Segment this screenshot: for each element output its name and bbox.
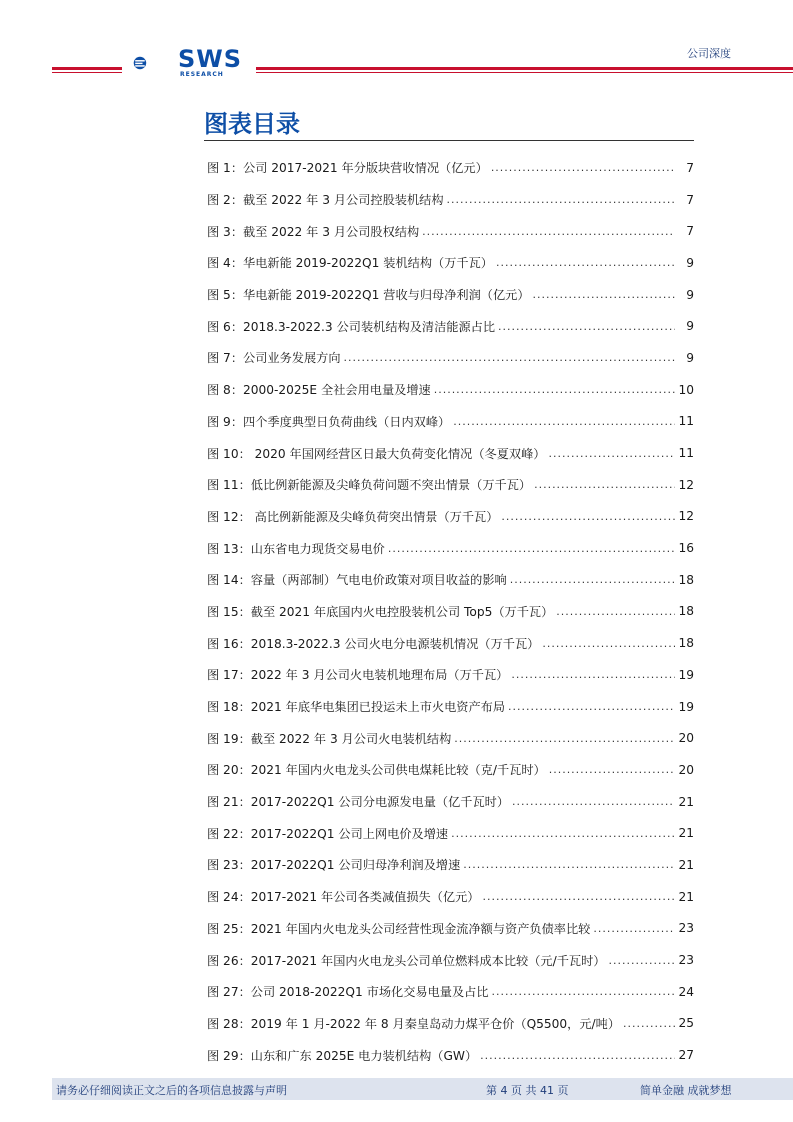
- toc-entry-page: 9: [675, 351, 694, 365]
- toc-entry-page: 7: [675, 193, 694, 207]
- toc-entry-page: 7: [675, 161, 694, 175]
- toc-entry[interactable]: [207, 881, 694, 913]
- logo-wordmark: SWS: [178, 45, 243, 73]
- toc-entry[interactable]: [207, 501, 694, 533]
- toc-entry-page: 25: [675, 1016, 694, 1030]
- toc-entry[interactable]: [207, 1039, 694, 1071]
- toc-leader-dots: [623, 1017, 675, 1030]
- toc-entry-page: 21: [675, 890, 694, 904]
- toc-leader-dots: [608, 954, 675, 967]
- toc-leader-dots: [454, 732, 675, 745]
- toc-leader-dots: [344, 351, 675, 364]
- toc-entry[interactable]: [207, 691, 694, 723]
- toc-leader-dots: [496, 256, 675, 269]
- toc-entry-title: 图 4：华电新能 2019-2022Q1 装机结构（万千瓦）: [207, 254, 496, 271]
- toc-entry-page: 10: [675, 383, 694, 397]
- toc-entry[interactable]: [207, 532, 694, 564]
- toc-entry-page: 12: [675, 478, 694, 492]
- toc-entry[interactable]: [207, 976, 694, 1008]
- toc-entry[interactable]: [207, 247, 694, 279]
- toc-entry-page: 12: [675, 509, 694, 523]
- toc-entry[interactable]: [207, 627, 694, 659]
- toc-entry[interactable]: [207, 406, 694, 438]
- toc-entry-page: 18: [675, 636, 694, 650]
- toc-entry-title: 图 15：截至 2021 年底国内火电控股装机公司 Top5（万千瓦）: [207, 603, 556, 620]
- toc-leader-dots: [510, 573, 675, 586]
- toc-leader-dots: [542, 637, 675, 650]
- toc-leader-dots: [491, 161, 675, 174]
- toc-entry[interactable]: [207, 786, 694, 818]
- toc-entry-title: 图 9：四个季度典型日负荷曲线（日内双峰）: [207, 413, 453, 430]
- toc-entry[interactable]: [207, 564, 694, 596]
- toc-leader-dots: [388, 542, 675, 555]
- toc-entry-page: 23: [675, 921, 694, 935]
- toc-entry-title: 图 19：截至 2022 年 3 月公司火电装机结构: [207, 730, 454, 747]
- toc-leader-dots: [508, 700, 675, 713]
- toc-entry-title: 图 18：2021 年底华电集团已投运未上市火电资产布局: [207, 698, 508, 715]
- toc-entry-page: 20: [675, 763, 694, 777]
- toc-entry[interactable]: [207, 342, 694, 374]
- toc-entry[interactable]: [207, 817, 694, 849]
- toc-entry-page: 16: [675, 541, 694, 555]
- toc-entry-title: 图 29：山东和广东 2025E 电力装机结构（GW）: [207, 1047, 480, 1064]
- toc-entry[interactable]: [207, 944, 694, 976]
- toc-leader-dots: [556, 605, 675, 618]
- toc-entry-title: 图 13：山东省电力现货交易电价: [207, 540, 388, 557]
- toc-leader-dots: [548, 447, 675, 460]
- toc-leader-dots: [512, 795, 675, 808]
- footer-slogan: 简单金融 成就梦想: [640, 1084, 732, 1097]
- toc-entry-page: 7: [675, 224, 694, 238]
- figure-toc-list: [207, 152, 694, 1071]
- report-type-label: 公司深度: [687, 47, 731, 60]
- toc-leader-dots: [534, 478, 675, 491]
- toc-entry[interactable]: [207, 1008, 694, 1040]
- toc-leader-dots: [451, 827, 675, 840]
- toc-entry-title: 图 5：华电新能 2019-2022Q1 营收与归母净利润（亿元）: [207, 286, 533, 303]
- toc-entry[interactable]: [207, 849, 694, 881]
- toc-entry-title: 图 11：低比例新能源及尖峰负荷问题不突出情景（万千瓦）: [207, 476, 534, 493]
- toc-entry[interactable]: [207, 722, 694, 754]
- toc-entry-page: 9: [675, 256, 694, 270]
- toc-leader-dots: [549, 763, 675, 776]
- toc-entry-page: 11: [675, 446, 694, 460]
- toc-leader-dots: [480, 1049, 675, 1062]
- toc-entry-page: 19: [675, 700, 694, 714]
- toc-entry-title: 图 23：2017-2022Q1 公司归母净利润及增速: [207, 856, 463, 873]
- toc-entry[interactable]: [207, 279, 694, 311]
- toc-entry-title: 图 28：2019 年 1 月-2022 年 8 月秦皇岛动力煤平仓价（Q5500，元/吨）: [207, 1015, 623, 1032]
- header-rule-right-thin: [256, 72, 793, 73]
- toc-leader-dots: [593, 922, 675, 935]
- toc-leader-dots: [501, 510, 675, 523]
- toc-entry-title: 图 6：2018.3-2022.3 公司装机结构及清洁能源占比: [207, 318, 498, 335]
- toc-entry-page: 19: [675, 668, 694, 682]
- toc-entry-page: 18: [675, 604, 694, 618]
- footer-page-info: 第 4 页 共 41 页: [486, 1084, 569, 1097]
- toc-entry-title: 图 1：公司 2017-2021 年分版块营收情况（亿元）: [207, 159, 491, 176]
- toc-entry[interactable]: [207, 596, 694, 628]
- toc-leader-dots: [483, 890, 676, 903]
- toc-entry-title: 图 12： 高比例新能源及尖峰负荷突出情景（万千瓦）: [207, 508, 501, 525]
- toc-entry-page: 18: [675, 573, 694, 587]
- page-title: 图表目录: [204, 110, 300, 138]
- toc-entry-page: 21: [675, 795, 694, 809]
- toc-entry-page: 21: [675, 826, 694, 840]
- toc-entry-title: 图 17：2022 年 3 月公司火电装机地理布局（万千瓦）: [207, 666, 511, 683]
- toc-entry-title: 图 3：截至 2022 年 3 月公司股权结构: [207, 223, 422, 240]
- toc-entry-page: 9: [675, 319, 694, 333]
- toc-entry[interactable]: [207, 215, 694, 247]
- toc-entry-title: 图 10： 2020 年国网经营区日最大负荷变化情况（冬夏双峰）: [207, 445, 548, 462]
- toc-entry-title: 图 8：2000-2025E 全社会用电量及增速: [207, 381, 434, 398]
- toc-entry-title: 图 14：容量（两部制）气电电价政策对项目收益的影响: [207, 571, 510, 588]
- toc-leader-dots: [447, 193, 675, 206]
- toc-entry-title: 图 27：公司 2018-2022Q1 市场化交易电量及占比: [207, 983, 492, 1000]
- header-rule-left-thin: [52, 72, 122, 73]
- toc-entry[interactable]: [207, 437, 694, 469]
- toc-entry[interactable]: [207, 754, 694, 786]
- toc-entry-title: 图 2：截至 2022 年 3 月公司控股装机结构: [207, 191, 447, 208]
- sws-logo-icon: [133, 44, 177, 82]
- toc-leader-dots: [498, 320, 675, 333]
- toc-entry-page: 24: [675, 985, 694, 999]
- toc-entry-page: 9: [675, 288, 694, 302]
- toc-leader-dots: [463, 858, 675, 871]
- toc-leader-dots: [453, 415, 675, 428]
- toc-entry-title: 图 16：2018.3-2022.3 公司火电分电源装机情况（万千瓦）: [207, 635, 542, 652]
- toc-leader-dots: [492, 985, 675, 998]
- toc-leader-dots: [422, 225, 675, 238]
- toc-entry-page: 23: [675, 953, 694, 967]
- toc-entry[interactable]: [207, 913, 694, 945]
- toc-entry[interactable]: [207, 469, 694, 501]
- toc-leader-dots: [533, 288, 675, 301]
- toc-entry-page: 20: [675, 731, 694, 745]
- header-rule-right: [256, 67, 793, 70]
- toc-leader-dots: [434, 383, 675, 396]
- header-rule-left: [52, 67, 122, 70]
- toc-entry-title: 图 22：2017-2022Q1 公司上网电价及增速: [207, 825, 451, 842]
- toc-entry[interactable]: [207, 659, 694, 691]
- toc-entry[interactable]: [207, 184, 694, 216]
- toc-entry-title: 图 20：2021 年国内火电龙头公司供电煤耗比较（克/千瓦时）: [207, 761, 549, 778]
- toc-entry-title: 图 21：2017-2022Q1 公司分电源发电量（亿千瓦时）: [207, 793, 512, 810]
- toc-entry-title: 图 24：2017-2021 年公司各类减值损失（亿元）: [207, 888, 483, 905]
- toc-entry-title: 图 7：公司业务发展方向: [207, 349, 344, 366]
- toc-leader-dots: [511, 668, 675, 681]
- toc-entry-page: 11: [675, 414, 694, 428]
- footer-disclaimer[interactable]: 请务必仔细阅读正文之后的各项信息披露与声明: [56, 1084, 287, 1097]
- toc-entry-title: 图 26：2017-2021 年国内火电龙头公司单位燃料成本比较（元/千瓦时）: [207, 952, 608, 969]
- toc-entry[interactable]: [207, 310, 694, 342]
- toc-entry-title: 图 25：2021 年国内火电龙头公司经营性现金流净额与资产负债率比较: [207, 920, 593, 937]
- toc-entry[interactable]: [207, 374, 694, 406]
- toc-entry-page: 27: [675, 1048, 694, 1062]
- toc-entry[interactable]: [207, 152, 694, 184]
- logo-subtitle: RESEARCH: [180, 71, 224, 78]
- title-divider: [204, 140, 694, 141]
- toc-entry-page: 21: [675, 858, 694, 872]
